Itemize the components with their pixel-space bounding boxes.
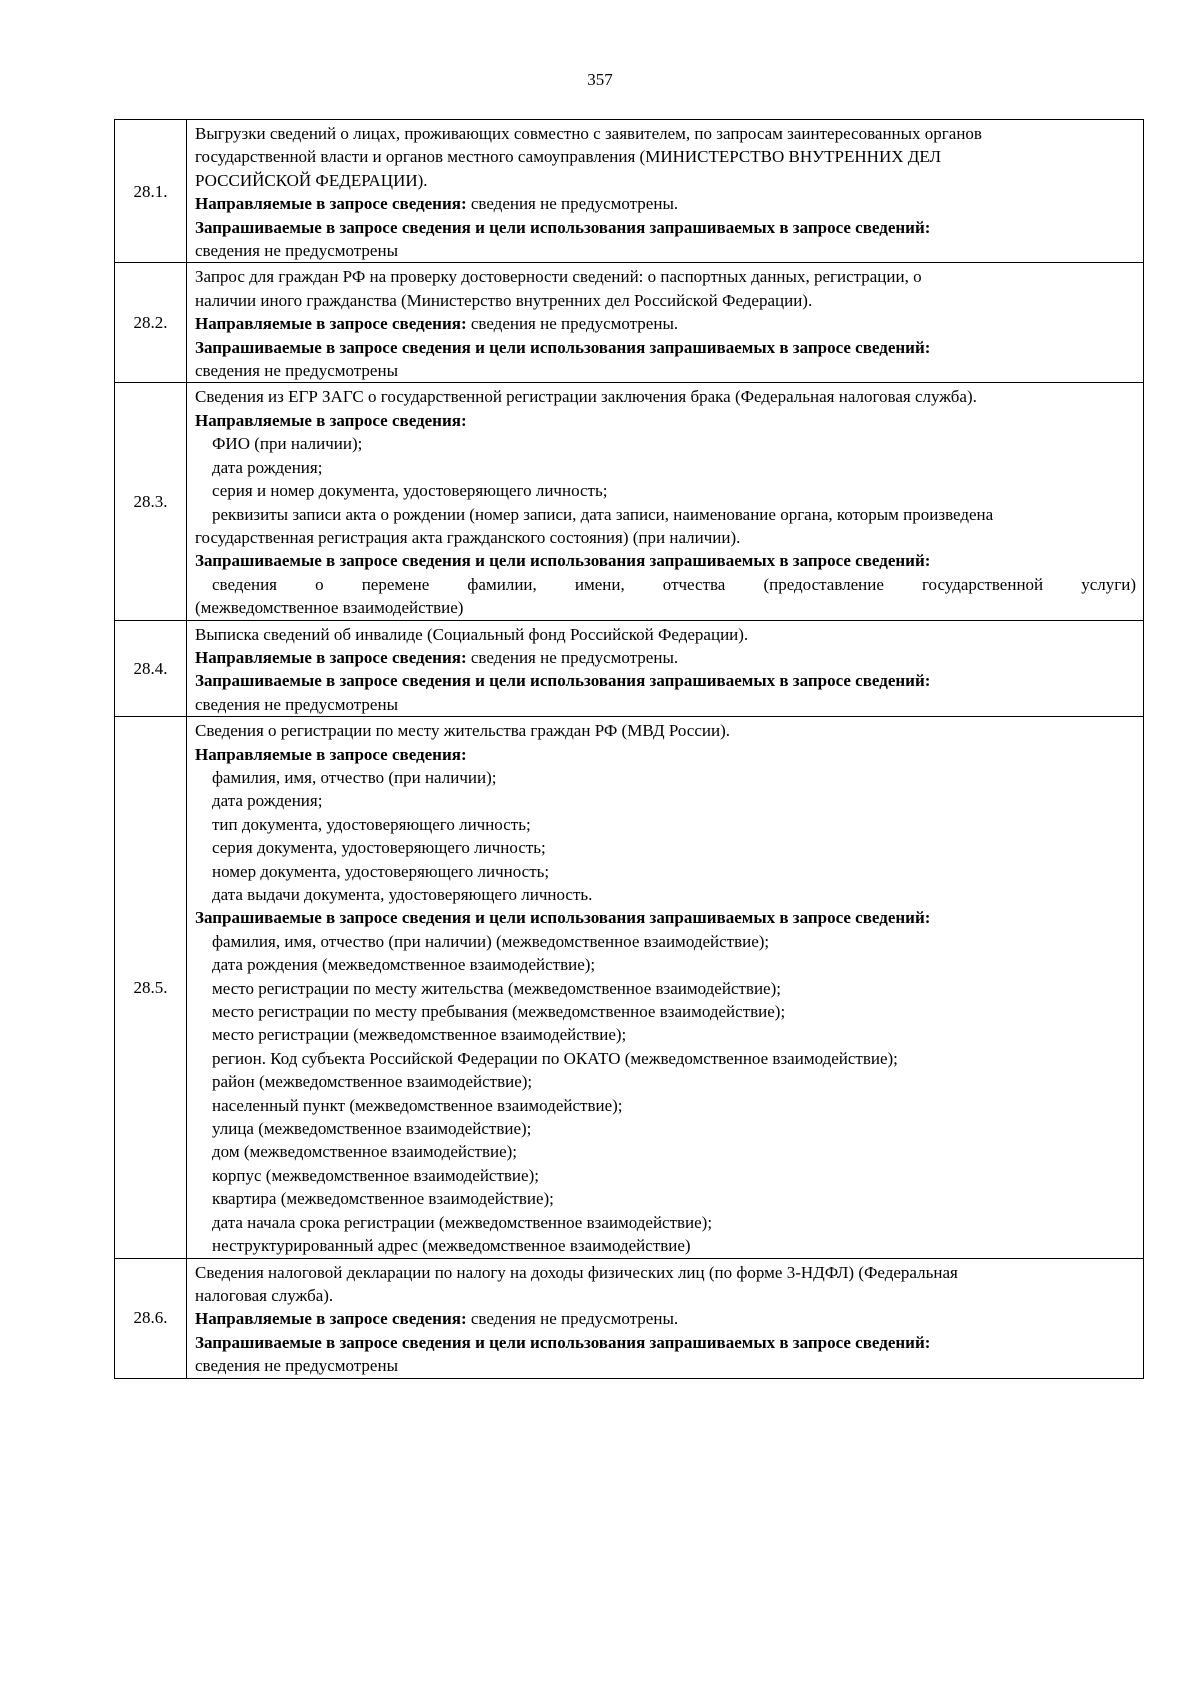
row-title-line: Выгрузки сведений о лицах, проживающих совместно с заявителем, по запросам заинтересованных органов <box>195 124 982 143</box>
row-title-line: государственной власти и органов местного самоуправления (МИНИСТЕРСТВО ВНУТРЕННИХ ДЕЛ <box>195 147 942 167</box>
row-number: 28.1. <box>115 120 187 263</box>
requested-data-label: Запрашиваемые в запросе сведения и цели использования запрашиваемых в запросе сведений: <box>195 908 931 928</box>
sent-data-label: Направляемые в запросе сведения: <box>195 314 467 334</box>
requested-data-item: место регистрации по месту жительства (межведомственное взаимодействие); <box>212 978 781 998</box>
requested-data-item: фамилия, имя, отчество (при наличии) (межведомственное взаимодействие); <box>212 931 770 951</box>
row-content <box>187 717 1144 1258</box>
requested-data-item: дом (межведомственное взаимодействие); <box>212 1142 517 1162</box>
sent-data-item: дата выдачи документа, удостоверяющего личность. <box>212 885 593 904</box>
sent-data-item: дата рождения; <box>212 457 323 477</box>
row-content <box>187 263 1144 383</box>
requested-data-item: дата начала срока регистрации (межведомственное взаимодействие); <box>212 1212 713 1232</box>
table-row <box>115 620 1144 717</box>
requested-data-item: неструктурированный адрес (межведомственное взаимодействие) <box>212 1236 691 1256</box>
sent-data-value: сведения не предусмотрены. <box>470 194 679 214</box>
sent-data-item: реквизиты записи акта о рождении (номер записи, дата записи, наименование органа, которым произведена <box>212 504 994 524</box>
row-content <box>187 1258 1144 1378</box>
row-number: 28.4. <box>115 620 187 717</box>
row-title-line: Запрос для граждан РФ на проверку достоверности сведений: о паспортных данных, регистрации, о <box>195 267 922 287</box>
row-title-line: Выписка сведений об инвалиде (Социальный фонд Российской Федерации). <box>195 624 749 644</box>
sent-data-item: серия документа, удостоверяющего личность; <box>212 838 546 858</box>
table-row <box>115 717 1144 1258</box>
table-row <box>115 120 1144 263</box>
sent-data-value: сведения не предусмотрены. <box>470 1309 679 1329</box>
requested-data-item: корпус (межведомственное взаимодействие); <box>212 1165 539 1185</box>
sent-data-value: сведения не предусмотрены. <box>470 314 679 334</box>
table-row <box>115 1258 1144 1378</box>
row-number: 28.2. <box>115 263 187 383</box>
sent-data-item: дата рождения; <box>212 791 323 811</box>
sent-data-label: Направляемые в запросе сведения: <box>195 744 467 764</box>
sent-data-label: Направляемые в запросе сведения: <box>195 647 467 667</box>
requested-data-item: регион. Код субъекта Российской Федерации по ОКАТО (межведомственное взаимодействие); <box>212 1048 898 1068</box>
row-number: 28.6. <box>115 1258 187 1378</box>
requested-data-item: населенный пункт (межведомственное взаимодействие); <box>212 1095 623 1115</box>
requested-data-item: сведения о перемене фамилии, имени, отчества (предоставление государственной услуги) <box>212 574 1136 594</box>
row-title-line: Сведения о регистрации по месту жительства граждан РФ (МВД России). <box>195 721 731 741</box>
sent-data-item: ФИО (при наличии); <box>212 434 363 454</box>
row-number: 28.3. <box>115 383 187 620</box>
requested-data-item: (межведомственное взаимодействие) <box>195 598 464 618</box>
row-title-line: Сведения из ЕГР ЗАГС о государственной регистрации заключения брака (Федеральная налоговая служба). <box>195 387 977 407</box>
sent-data-line <box>195 1307 1136 1330</box>
requested-data-label: Запрашиваемые в запросе сведения и цели использования запрашиваемых в запросе сведений: <box>195 1332 931 1352</box>
row-content <box>187 620 1144 717</box>
sent-data-item: тип документа, удостоверяющего личность; <box>212 814 531 834</box>
requested-data-label: Запрашиваемые в запросе сведения и цели использования запрашиваемых в запросе сведений: <box>195 217 931 237</box>
requested-data-value: сведения не предусмотрены <box>195 361 398 381</box>
requested-data-value: сведения не предусмотрены <box>195 241 398 261</box>
requested-data-label: Запрашиваемые в запросе сведения и цели использования запрашиваемых в запросе сведений: <box>195 551 931 571</box>
sent-data-label: Направляемые в запросе сведения: <box>195 410 467 430</box>
requested-data-value: сведения не предусмотрены <box>195 1356 398 1376</box>
requested-data-value: сведения не предусмотрены <box>195 694 398 714</box>
row-title-line: наличии иного гражданства (Министерство внутренних дел Российской Федерации). <box>195 290 813 310</box>
sent-data-item: номер документа, удостоверяющего личность; <box>212 861 550 881</box>
row-title-line: РОССИЙСКОЙ ФЕДЕРАЦИИ). <box>195 170 428 190</box>
requested-data-label: Запрашиваемые в запросе сведения и цели использования запрашиваемых в запросе сведений: <box>195 337 931 357</box>
row-content <box>187 120 1144 263</box>
requested-data-item: место регистрации по месту пребывания (межведомственное взаимодействие); <box>212 1002 786 1022</box>
sent-data-item: государственная регистрация акта гражданского состояния) (при наличии). <box>195 527 741 547</box>
services-table <box>114 119 1144 1379</box>
requested-data-item: место регистрации (межведомственное взаимодействие); <box>212 1025 627 1045</box>
row-content <box>187 383 1144 620</box>
requested-data-item: район (межведомственное взаимодействие); <box>212 1072 533 1092</box>
sent-data-line <box>195 312 1136 335</box>
sent-data-line <box>195 646 1136 669</box>
sent-data-value: сведения не предусмотрены. <box>470 647 679 667</box>
sent-data-label: Направляемые в запросе сведения: <box>195 1309 467 1329</box>
row-title-line: налоговая служба). <box>195 1285 334 1305</box>
requested-data-item: квартира (межведомственное взаимодействие); <box>212 1189 554 1209</box>
sent-data-label: Направляемые в запросе сведения: <box>195 194 467 214</box>
requested-data-item: улица (межведомственное взаимодействие); <box>212 1119 532 1139</box>
row-number: 28.5. <box>115 717 187 1258</box>
table-row <box>115 263 1144 383</box>
sent-data-item: фамилия, имя, отчество (при наличии); <box>212 767 497 787</box>
sent-data-item: серия и номер документа, удостоверяющего личность; <box>212 481 608 501</box>
requested-data-item: дата рождения (межведомственное взаимодействие); <box>212 955 596 975</box>
row-title-line: Сведения налоговой декларации по налогу на доходы физических лиц (по форме 3-НДФЛ) (Федеральная <box>195 1262 958 1282</box>
sent-data-line <box>195 192 1136 215</box>
page-number: 357 <box>587 70 613 89</box>
requested-data-label: Запрашиваемые в запросе сведения и цели использования запрашиваемых в запросе сведений: <box>195 671 931 691</box>
table-row <box>115 383 1144 620</box>
